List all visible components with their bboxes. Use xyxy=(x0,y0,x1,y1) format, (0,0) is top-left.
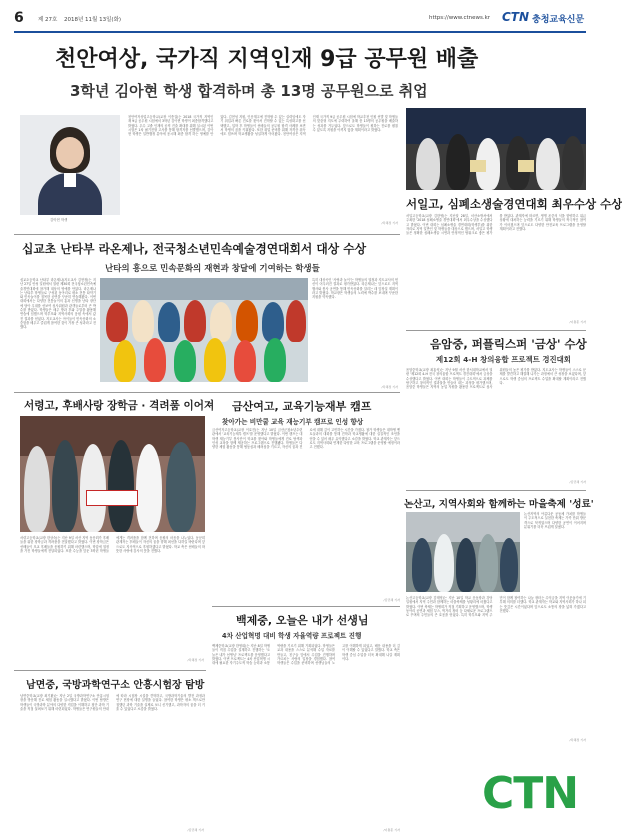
article-3-photo xyxy=(100,278,308,382)
article-5-byline: /차혜정 기자 xyxy=(187,658,204,662)
article-7-subtitle: 4차 산업혁명 대비 학생 자율역량 프로젝트 진행 xyxy=(222,632,362,640)
article-7-byline: /이충훈 기자 xyxy=(383,828,400,832)
article-8-body: 논산고등학교(교장 김태영)는 지난 10일 학교 운동장과 강당 일원에서 지역 주민과 함께하는 마을축제를 성황리에 마쳤다고 밝혔다. 이번 축제는 학생회가 직접 기획하고 운영했으며, 학생 동아리 공연과 체험 부스, 먹거리 장터 등 다채로운 프로그램으로 꾸며져 주민들의 큰 호응을 얻었다. 특히 학부모와 지역 주민이 함께 참여하는 나눔 장터는 수익금을 지역 이웃돕기에 기부해 의미를 더했다. 학교 관계자는 학교와 지역사회가 하나 되는 뜻깊은 시간이었다며 앞으로도 소통의 장을 넓혀 가겠다고 전했다. xyxy=(406,596,586,618)
article-2-byline: /이충훈 기자 xyxy=(569,320,586,324)
article-6-body: 금산여자고등학교(교장 이호진)는 지난 10일 금산군청소년수련관에서 '교육기능재부 캠프'를 운영했다고 밝혔다. 이번 캠프는 대학생 재능기부 봉사단이 학교를 찾아와 학생들에게 진로 탐색과 인성 교육을 함께 제공하는 프로그램으로 진행됐다. 학생들은 다양한 체험 활동을 통해 협동심과 배려심을 기르고, 자신의 꿈과 진로에 대해 깊이 고민하는 시간을 가졌다. 참가 학생들은 대학생 멘토들과의 대화를 통해 진학과 학교생활에 대한 실질적인 조언을 얻을 수 있어 매우 유익했다고 소감을 밝혔다. 학교 관계자는 앞으로도 지역사회와 연계한 다양한 교육 프로그램을 운영할 예정이라고 전했다. xyxy=(212,428,400,450)
article-5-body: 서령고등학교(교장 한상숙)는 지난 9일 서산 지역 동문회가 후배들을 위한 장학금과 격려품을 전달했다고 밝혔다. 이번 장학금은 선배들이 모교 후배들을 응원하기 위해 마련했으며, 학업에 열정을 가진 학생들에게 전달되었다. 또한 수능을 앞둔 3학년 학생들에게는 격려품을 함께 전하며 응원의 마음을 나누었다. 동문회 관계자는 후배들이 자신의 꿈을 향해 최선을 다하길 바란다며 앞으로도 지속적으로 후원하겠다고 밝혔다. 학교 측은 선배들의 따뜻한 사랑에 감사의 뜻을 전했다. xyxy=(20,536,205,553)
divider xyxy=(212,606,400,607)
donation-board xyxy=(86,490,138,506)
article-8-title: 논산고, 지역사회와 함께하는 마을축제 '성료' xyxy=(404,499,594,510)
article-1-subtitle: 3학년 김아현 학생 합격하며 총 13명 공무원으로 취업 xyxy=(70,82,428,100)
masthead-rule xyxy=(14,31,586,33)
article-4-subtitle: 제12회 4-H 창의융합 프로젝트 경진대회 xyxy=(436,355,571,364)
article-1-body: 천안여자상업고등학교(교장 이종걸)는 2018 국가직 지역인재 9급 공무원 시험에서 3학년 김아현 학생이 최종합격했다고 밝혔다. 우수 고졸 인재의 공직 진출 확대를 위해 실시된 이번 시험은 1차 필기전형 고사를 통해 합격자를 선발했으며, 김아현 학생은 일반행정 분야에 응시해 최종 합격 하는 영예를 안았다. 김현성 지원, 인문계고에 진학할 수 있는 실력임에도 자기 취업과 빠른 진로를 찾아서 진학할 수 있는 특성화고를 선택했고, 입학 후 학생들이 선배들의 공무원 합격 사례를 보면서 학생의 꿈을 키워왔다. 또한 취업 준비를 위해 자격증 취득에도 힘쓰며 학교생활을 성실하게 이어왔다. 천안여상은 지역인재 국가직 9급 공무원 시험에 학교추천 인원 선발 및 학생들의 맞춤형 지도에 주력하여 올해 총 13명의 공무원을 배출하는 성과를 거두었다. 앞으로도 학생들이 원하는 진로를 펼칠 수 있도록 지원을 아끼지 않을 계획이라고 밝혔다. xyxy=(128,115,398,137)
article-1-photo-caption: 김아현 학생 xyxy=(50,218,68,222)
issue-date: 2018년 11월 13일(화) xyxy=(64,17,122,23)
article-2-title: 서일고, 심폐소생술경연대회 최우수상 수상 xyxy=(406,197,622,211)
article-3-byline: /차혜정 기자 xyxy=(381,385,398,389)
article-6-title: 금산여고, 교육기능재부 캠프 xyxy=(232,400,372,413)
page-number: 6 xyxy=(14,10,24,26)
article-8-byline: /차혜정 기자 xyxy=(569,738,586,742)
stage-backdrop xyxy=(406,108,586,144)
award-plaque xyxy=(470,160,486,172)
student-collar xyxy=(64,173,76,187)
article-2-photo xyxy=(406,108,586,190)
divider xyxy=(14,234,400,235)
article-5-title: 서령고, 후배사랑 장학금 · 격려품 이어져 xyxy=(24,400,215,412)
paper-name: 충청교육신문 xyxy=(532,15,585,25)
article-4-byline: /김민혜 기자 xyxy=(569,480,586,484)
footer-ctn-logo: CTN xyxy=(482,768,579,819)
banner xyxy=(100,278,308,300)
masthead xyxy=(14,10,586,30)
article-1-title: 천안여상, 국가직 지역인재 9급 공무원 배출 xyxy=(55,47,479,72)
article-3-body-cont: 특히 대상곡인 '사랑과 놀이'는 학생들의 열정과 지도교사의 헌신이 어우러진 결과로 평가받았다. 라온제나는 앞으로도 지역 행사와 봉사 공연을 통해 민속문화를 알리는 데 앞장설 계획이라고 밝혔다. 학교장은 학생들의 노력에 박수를 보내며 꾸준한 지원을 약속했다. xyxy=(312,278,398,300)
divider xyxy=(406,330,586,331)
article-9-title: 남면중, 국방과학연구소 안흥시험장 탐방 xyxy=(26,680,205,691)
masthead-brand: CTN xyxy=(502,10,530,24)
article-2-body: 서일고등학교(교장 김한영)는 지난달 28일, 서산소방서에서 주최한 '2018 심폐소생술 경연대회'에서 최우수상을 수상했다고 밝혔다. 이번 대회는 심폐소생술 경연대회(학생부)를 위한 자리로 지역 일반인 및 학생들을 대상으로 했으며, 서일고 학생들은 정확한 심폐소생술 시연과 안정적인 팀워크로 좋은 평가를 받았다. 관계자에 따르면, 생명 존중의 식을 함양하고 위급 상황에 대처하는 능력을 기르기 위해 학생들의 적극적인 참여가 이어졌으며 앞으로도 다양한 안전교육 프로그램을 운영할 계획이라고 전했다. xyxy=(406,214,586,236)
divider xyxy=(406,490,586,491)
issue-number: 제 27호 xyxy=(38,17,58,23)
article-3-subtitle: 난타의 흥으로 민속문화의 재현과 창달에 기여하는 학생들 xyxy=(105,264,320,274)
article-5-photo xyxy=(20,416,205,532)
article-4-title: 음암중, 퍼플릭스퍼 '금상' 수상 xyxy=(430,337,587,351)
article-3-body: 십교초등학교 난타부 라온제나(지도교사 김현정)는 지난 27일 안성 일원에서 열린 제30회 전국청소년민속예술경연대회에 참가해 대상의 영예를 안았다. 라온제나는 난타부 학생들로 구성된 동아리로 평소 전통 타악기와 민속놀이를 접목한 공연을 꾸준히 연습해왔다. 이번 대회에서는 다양한 전통놀이의 흥과 신명을 난타 장단에 담아 무대를 선보여 심사위원과 관객들로부터 큰 박수를 받았다. 학생들은 매주 방과 후와 주말을 활용해 연습에 임했으며 학부모와 지역사회의 응원 속에서 값진 결과를 얻었다. 지도교사는 아이들이 민속문화의 소중함을 배우고 즐겁게 참여한 것이 가장 큰 성과라고 전했다. xyxy=(20,278,96,330)
article-8-photo xyxy=(406,512,520,592)
site-url[interactable]: https://www.ctnews.kr xyxy=(429,15,491,21)
article-1-byline: /차혜정 기자 xyxy=(381,221,398,225)
article-9-body: 남면중학교(교장 최기환)는 지난 2일 국방과학연구소 안흥시험장을 방문해 진로 체험 활동을 실시했다고 밝혔다. 이번 탐방은 학생들이 국방과학 분야의 다양한 직업을 이해하고 첨단 과학 기술을 직접 살펴보기 위해 마련되었다. 학생들은 연구원들의 안내에 따라 시험장 시설을 견학하고, 국방과학기술의 발전 과정과 연구 현장에 대한 설명을 들었다. 참여한 학생은 평소 책으로만 접했던 과학 기술을 실제로 보니 신기했고, 과학자의 꿈을 더 키울 수 있었다고 소감을 밝혔다. xyxy=(20,694,205,711)
article-7-title: 백제중, 오늘은 내가 선생님 xyxy=(236,614,369,627)
divider xyxy=(14,392,400,393)
article-1-photo xyxy=(20,115,120,215)
article-7-body: 백제중학교(교장 한영희)는 지난 8일 학생들이 직접 수업을 설계하고 진행하는 '오늘은 내가 선생님' 프로젝트를 운영했다고 밝혔다. 이번 프로젝트는 4차 산업혁명 시대에 필요한 자기주도적 학습 능력과 소통 역량을 기르기 위해 기획되었다. 학생들은 교과 내용을 스스로 분석해 수업 자료를 만들고, 친구들 앞에서 수업을 진행하며 가르치는 사람의 입장을 경험했다. 참여 학생들은 수업을 준비하며 선생님들의 노고를 이해하게 되었고, 배운 내용을 더 깊이 이해할 수 있었다고 말했다. 학교 측은 학생 중심 수업을 더욱 확대해 나갈 계획이다. xyxy=(212,644,400,666)
article-3-title: 십교초 난타부 라온제나, 전국청소년민속예술경연대회서 대상 수상 xyxy=(22,242,367,256)
article-9-byline: /김민혜 기자 xyxy=(187,828,204,832)
divider xyxy=(14,670,206,671)
article-4-body: 음암중학교(교장 최홍석)는 지난 9월 서산 한서대학교에서 열린 '제12회 4-H 전국 창의융합 프로젝트 경진대회'에서 금상을 수상했다고 밝혔다. 이번 대회는 학생들이 주도적으로 과제를 탐구하고 창의적인 결과물을 만들어 내는 과정을 평가했으며, 음암중 학생들은 지역의 농업 자원을 활용한 프로젝트로 심사위원들의 높은 평가를 받았다. 지도교사는 학생들이 스스로 문제를 발견하고 해결해 나가는 과정에서 큰 성장을 보였다며, 앞으로도 학생 중심의 프로젝트 수업을 확대할 계획이라고 전했다. xyxy=(406,368,586,390)
article-6-subtitle: 찾아가는 비만쿨 교육 재능기부 캠프로 인성 향상 xyxy=(222,418,364,426)
award-plaque xyxy=(518,160,534,172)
article-8-body-side: 논산지역의 아름다운 공동체 가치를 학생들이 주도적으로 실천한 축제는 가족 단위 방문객으로 북적였으며 다양한 공연이 이어지며 분위기를 더욱 뜨겁게 달궜다. xyxy=(524,512,586,529)
student-face xyxy=(56,137,84,169)
article-6-byline: /김민혜 기자 xyxy=(383,598,400,602)
